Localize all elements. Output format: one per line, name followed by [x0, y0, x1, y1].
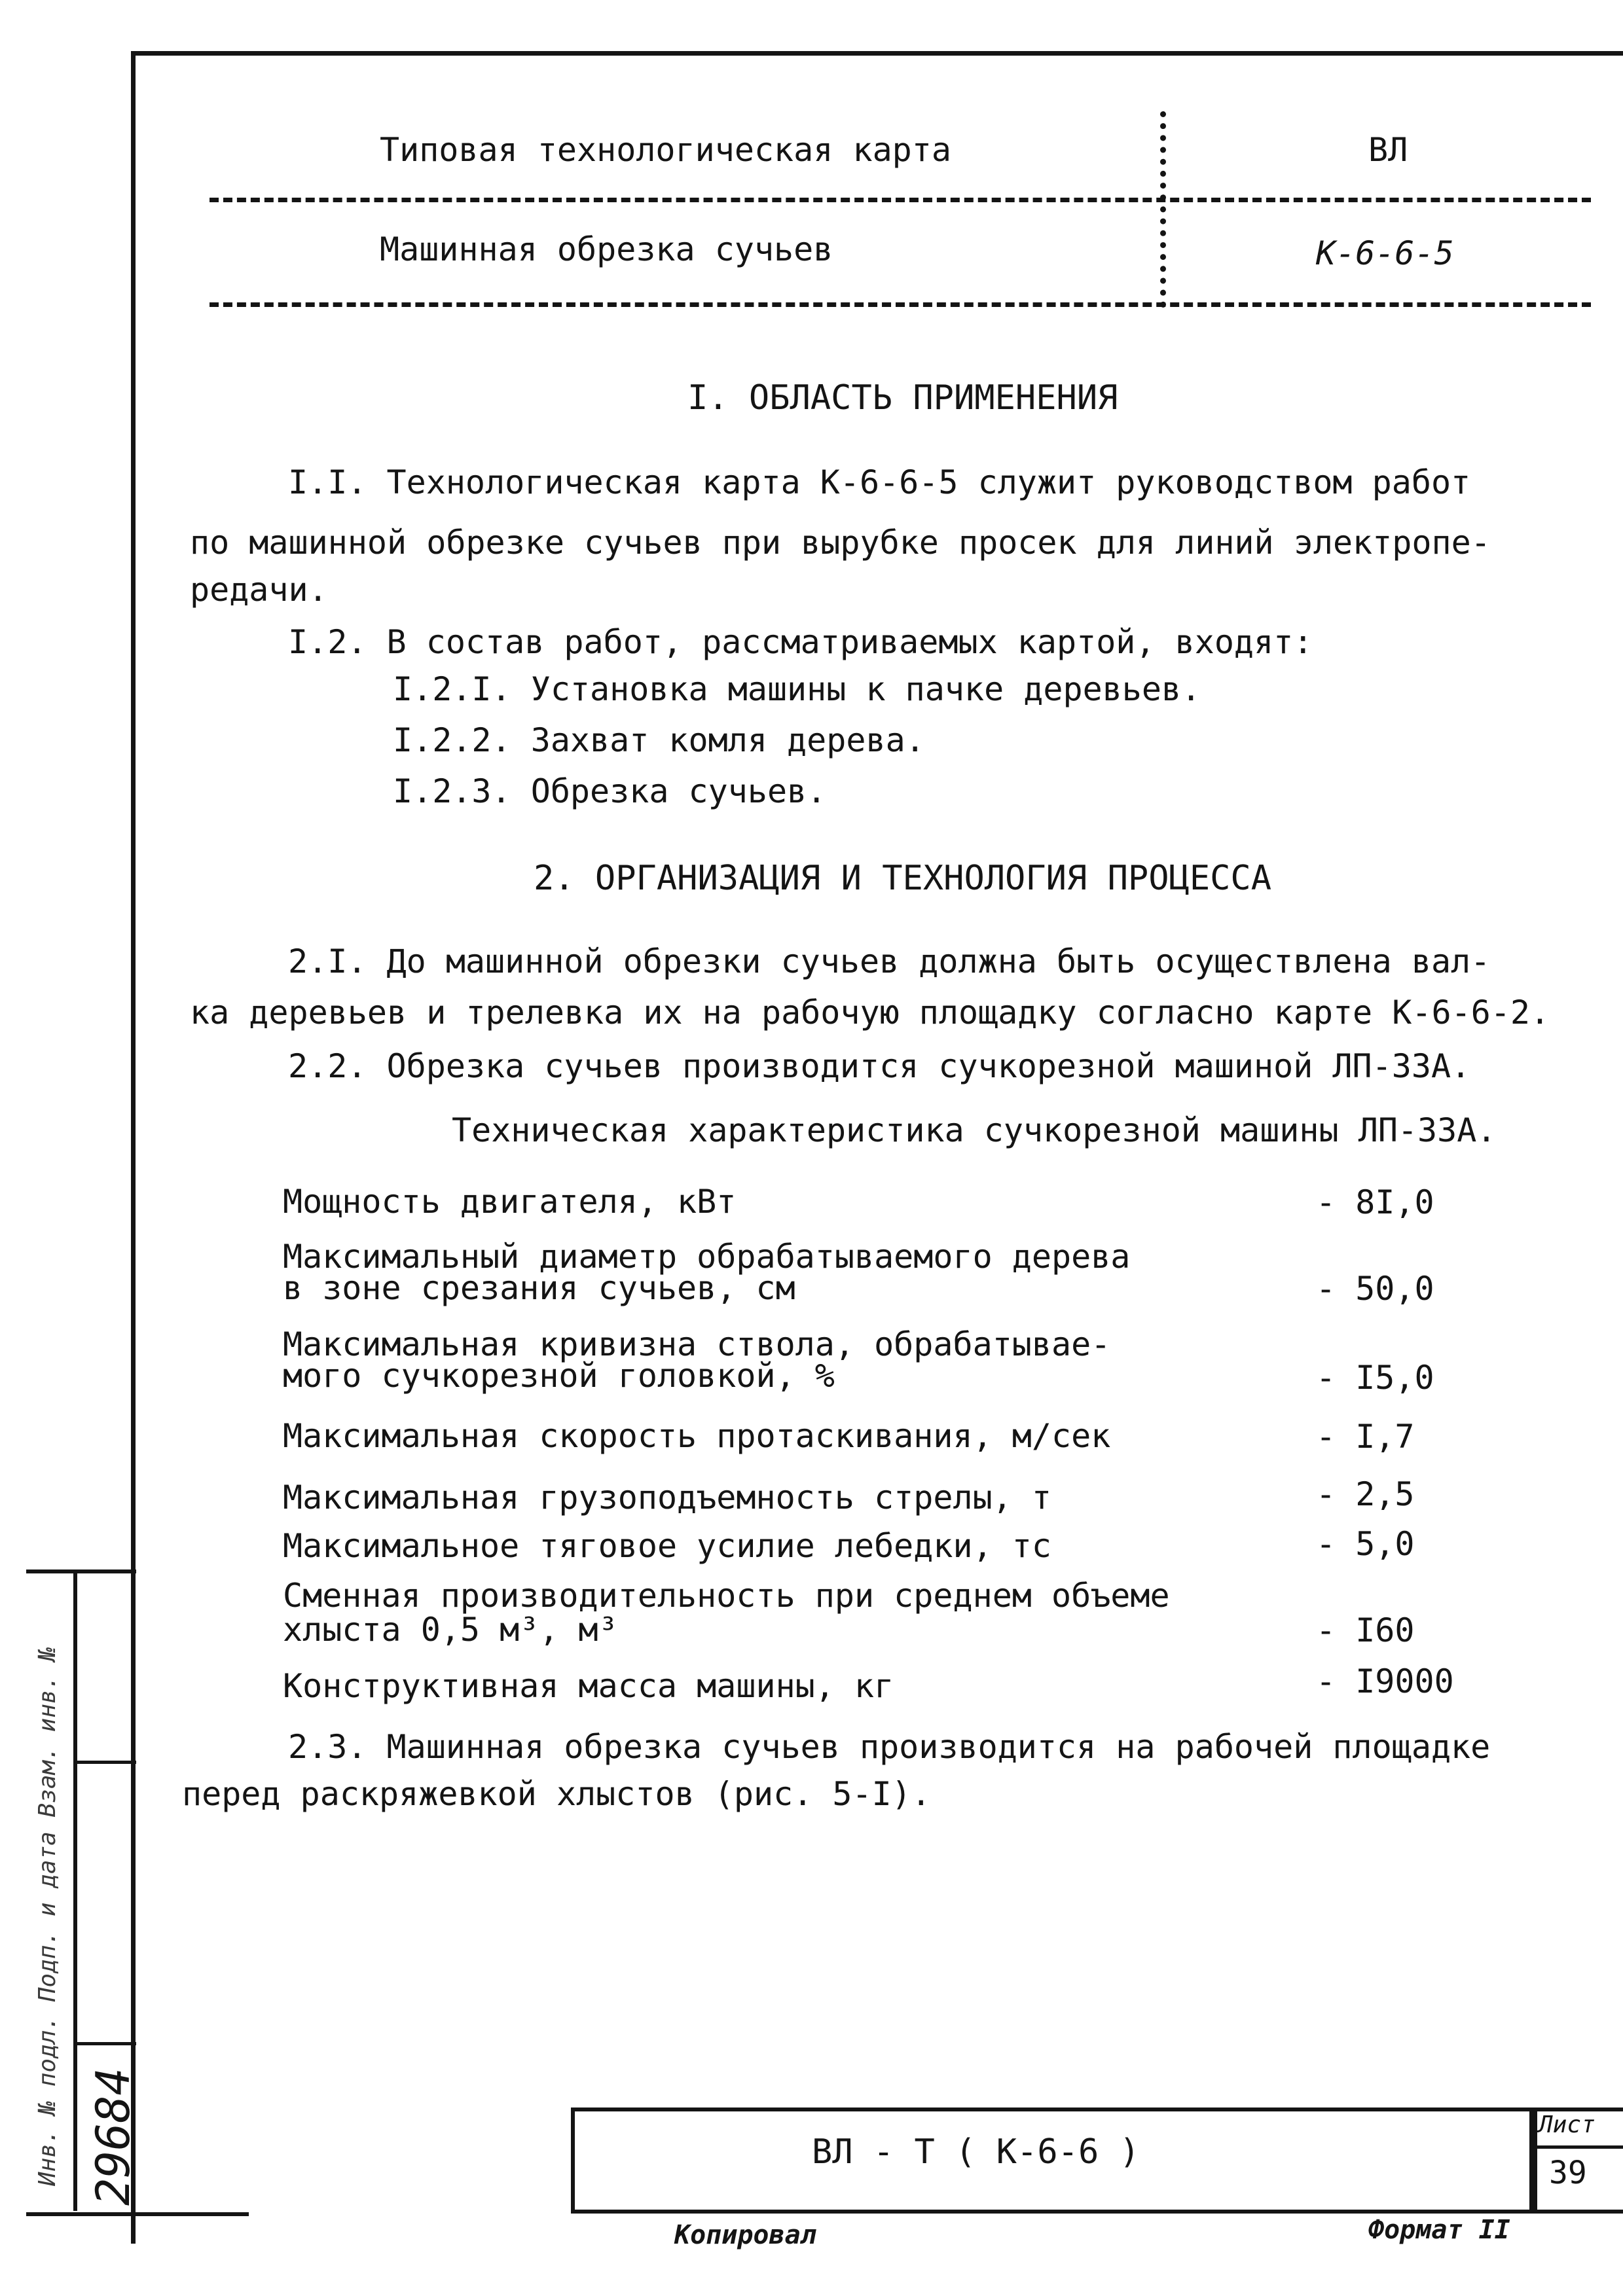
list-item-1-2-2: I.2.2. Захват комля дерева. [393, 721, 925, 759]
list-item-1-2-1: I.2.I. Установка машины к пачке деревьев. [393, 670, 1201, 708]
spec-table-title: Техническая характеристика сучкорезной машины ЛП-33А. [452, 1111, 1497, 1149]
spec-value-max-diameter: - 50,0 [1316, 1270, 1434, 1308]
margin-stamp-divider-1 [73, 1761, 136, 1764]
spec-label-machine-mass: Конструктивная масса машины, кг [283, 1667, 894, 1705]
header-divider-1 [210, 198, 1591, 202]
paragraph-2-3-line-1: 2.3. Машинная обрезка сучьев производится на рабочей площадке [288, 1728, 1491, 1766]
spec-label-engine-power: Мощность двигателя, кВт [283, 1183, 737, 1221]
paragraph-2-1-line-2: ка деревьев и трелевка их на рабочую площадку согласно карте К-6-6-2. [190, 994, 1550, 1031]
spec-label-winch-force: Максимальное тяговое усилие лебедки, тс [283, 1527, 1051, 1565]
title-block-sheet-divider [1533, 2145, 1623, 2149]
spec-label-max-diameter: Максимальный диаметр обрабатываемого дерева [283, 1238, 1131, 1276]
sheet-label: Лист [1539, 2111, 1596, 2138]
paragraph-2-3-line-2: перед раскряжевкой хлыстов (рис. 5-I). [182, 1775, 931, 1813]
section-2-heading: 2. ОРГАНИЗАЦИЯ И ТЕХНОЛОГИЯ ПРОЦЕССА [534, 859, 1272, 898]
paragraph-1-1-line-2: по машинной обрезке сучьев при вырубке просек для линий электропе- [190, 524, 1491, 562]
header-card-code: К-6-6-5 [1316, 234, 1454, 272]
list-item-1-2-3: I.2.3. Обрезка сучьев. [393, 772, 827, 810]
header-title: Типовая технологическая карта [380, 131, 951, 169]
paragraph-2-1-line-1: 2.I. До машинной обрезки сучьев должна быть осуществлена вал- [288, 942, 1491, 980]
margin-stamp-divider-2 [73, 2042, 136, 2045]
header-series-code: ВЛ [1368, 131, 1408, 169]
spec-value-winch-force: - 5,0 [1316, 1525, 1415, 1563]
spec-label-productivity-2: хлыста 0,5 м³, м³ [283, 1611, 618, 1649]
spec-label-max-lift: Максимальная грузоподъемность стрелы, т [283, 1479, 1051, 1516]
spec-value-max-lift: - 2,5 [1316, 1475, 1415, 1513]
spec-label-max-curvature: Максимальная кривизна ствола, обрабатывае- [283, 1325, 1111, 1363]
copied-by-label: Копировал [674, 2220, 816, 2250]
paragraph-1-1-line-1: I.I. Технологическая карта К-6-6-5 служит руководством работ [288, 463, 1471, 501]
header-column-separator [1160, 111, 1166, 308]
spec-value-engine-power: - 8I,0 [1316, 1183, 1434, 1221]
format-label: Формат II [1368, 2215, 1510, 2245]
margin-stamp-top-line [26, 1570, 136, 1573]
margin-stamp-vertical-line [73, 1570, 77, 2211]
frame-top-border [131, 51, 1623, 56]
paragraph-1-2: I.2. В состав работ, рассматриваемых картой, входят: [288, 623, 1313, 661]
spec-label-max-diameter-2: в зоне срезания сучьев, см [283, 1269, 795, 1307]
header-subtitle: Машинная обрезка сучьев [380, 230, 833, 268]
section-1-heading: I. ОБЛАСТЬ ПРИМЕНЕНИЯ [687, 378, 1118, 418]
sheet-number: 39 [1549, 2155, 1587, 2191]
frame-left-border [131, 51, 136, 2244]
paragraph-1-1-line-3: редачи. [190, 571, 328, 609]
spec-value-max-curvature: - I5,0 [1316, 1359, 1434, 1397]
spec-value-max-speed: - I,7 [1316, 1418, 1415, 1456]
spec-value-machine-mass: - I9000 [1316, 1662, 1454, 1700]
paragraph-2-2: 2.2. Обрезка сучьев производится сучкорезной машиной ЛП-33А. [288, 1047, 1471, 1085]
inventory-number: 29684 [86, 2068, 140, 2206]
title-block-code: ВЛ - Т ( К-6-6 ) [812, 2132, 1140, 2172]
margin-stamp-caption: Инв. № подл. Подп. и дата Взам. инв. № [34, 1647, 61, 2186]
spec-label-max-curvature-2: мого сучкорезной головкой, % [283, 1357, 835, 1395]
spec-label-max-speed: Максимальная скорость протаскивания, м/сек [283, 1417, 1111, 1455]
header-divider-2 [210, 302, 1591, 307]
margin-stamp-bottom-line [26, 2212, 249, 2216]
spec-value-productivity: - I60 [1316, 1611, 1415, 1649]
spec-label-productivity: Сменная производительность при среднем объеме [283, 1577, 1170, 1615]
